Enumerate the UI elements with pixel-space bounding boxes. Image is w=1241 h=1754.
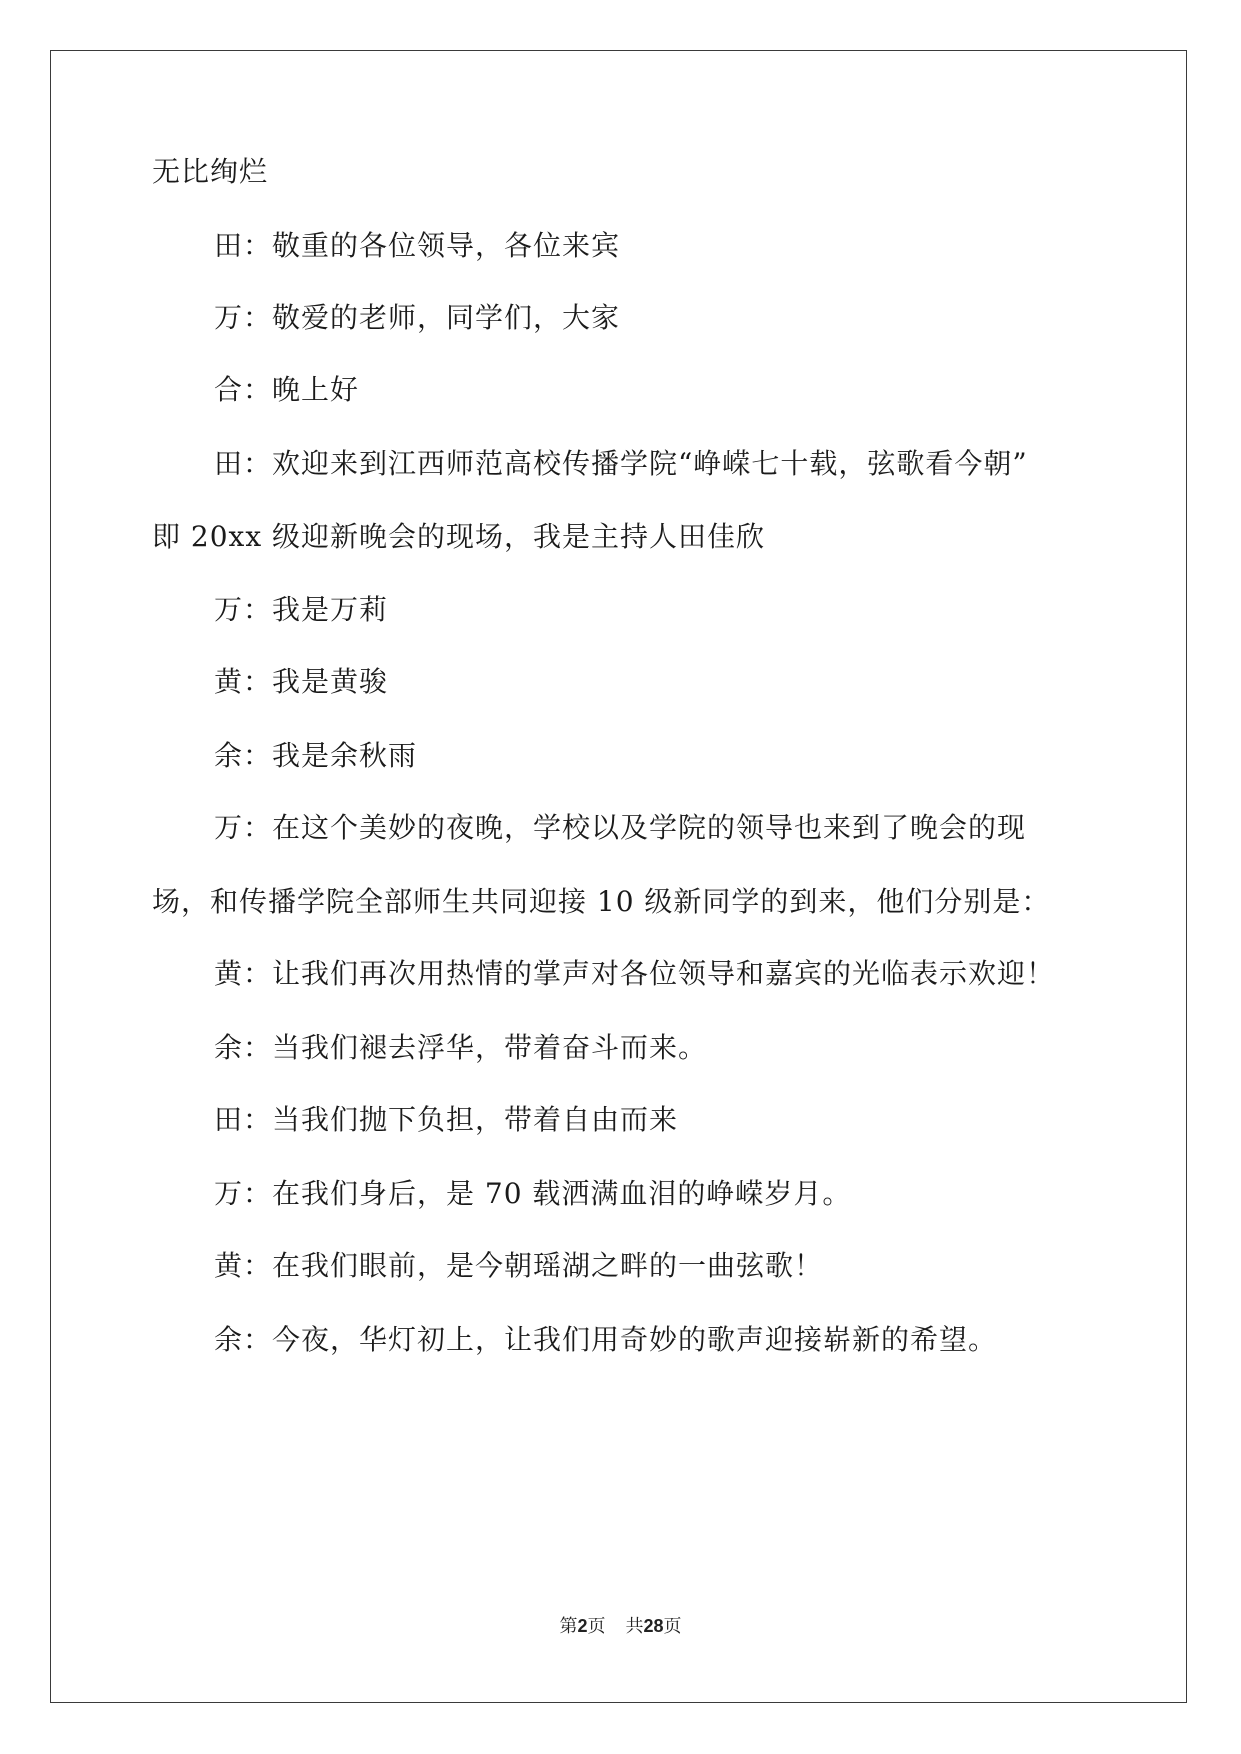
text-line: 余：当我们褪去浮华，带着奋斗而来。 — [214, 1031, 708, 1064]
page-number: 2 — [577, 1616, 588, 1636]
text-line: 万：我是万莉 — [214, 593, 389, 626]
text-line: 田：欢迎来到江西师范高校传播学院“峥嵘七十载，弦歌看今朝” — [214, 447, 1028, 480]
text-line: 即 20xx 级迎新晚会的现场，我是主持人田佳欣 — [152, 520, 766, 553]
text-line: 黄：我是黄骏 — [214, 665, 389, 698]
text-line: 无比绚烂 — [152, 155, 269, 188]
text-line: 田：敬重的各位领导，各位来宾 — [214, 229, 621, 262]
text-line: 黄：在我们眼前，是今朝瑶湖之畔的一曲弦歌！ — [214, 1249, 824, 1282]
text-line: 场，和传播学院全部师生共同迎接 10 级新同学的到来，他们分别是： — [152, 885, 1051, 918]
text-line: 万：敬爱的老师，同学们，大家 — [214, 301, 621, 334]
total-pages: 28 — [643, 1616, 664, 1636]
text-line: 万：在我们身后，是 70 载洒满血泪的峥嵘岁月。 — [214, 1177, 852, 1210]
text-line: 黄：让我们再次用热情的掌声对各位领导和嘉宾的光临表示欢迎！ — [214, 957, 1056, 990]
text-line: 田：当我们抛下负担，带着自由而来 — [214, 1103, 679, 1136]
page-label-suffix: 页 — [587, 1616, 606, 1637]
text-line: 余：我是余秋雨 — [214, 739, 418, 772]
total-label-suffix: 页 — [663, 1616, 682, 1637]
total-label-prefix: 共 — [625, 1616, 644, 1637]
text-line: 万：在这个美妙的夜晚，学校以及学院的领导也来到了晚会的现 — [214, 811, 1027, 844]
page-label-prefix: 第 — [559, 1616, 578, 1637]
page-footer — [0, 1614, 1241, 1639]
text-line: 合：晚上好 — [214, 373, 360, 406]
text-line: 余：今夜，华灯初上，让我们用奇妙的歌声迎接崭新的希望。 — [214, 1323, 998, 1356]
